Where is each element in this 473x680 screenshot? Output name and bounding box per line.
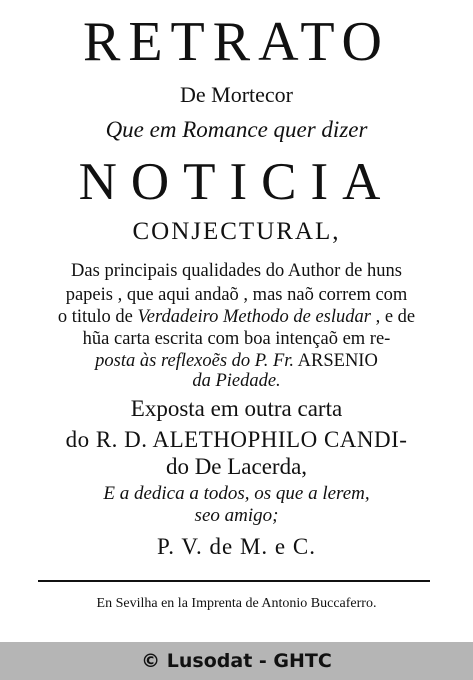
- description-line-6: da Piedade.: [192, 371, 281, 391]
- description-line-4: hũa carta escrita com boa intençaõ em re-: [82, 329, 391, 349]
- document-sub-title: CONJECTURAL,: [132, 218, 341, 245]
- horizontal-rule: [38, 580, 430, 582]
- description-line-5-suffix: ARSENIO: [294, 351, 378, 371]
- imprint-line: En Sevilha en la Imprenta de Antonio Buccaferro.: [96, 596, 377, 611]
- description-line-5-prefix: posta às: [95, 351, 161, 371]
- book-title-italic: Verdadeiro Methodo de esludar: [137, 307, 371, 327]
- author-line-1: do R. D. ALETHOPHILO CANDI-: [65, 427, 408, 452]
- description-line-3-suffix: , e de: [370, 307, 416, 327]
- document-main-title: NOTICIA: [78, 153, 395, 211]
- description-line-5: [0, 352, 473, 371]
- dedication-line-1: E a dedica a todos, os que a lerem,: [103, 483, 370, 504]
- description-line-3: [0, 308, 473, 327]
- document-subtitle: De Mortecor: [179, 82, 293, 107]
- description-line-1: Das principais qualidades do Author de huns: [71, 261, 402, 281]
- copyright-footer: © Lusodat - GHTC: [0, 642, 473, 680]
- author-initials: P. V. de M. e C.: [157, 534, 316, 559]
- exposta-line: Exposta em outra carta: [130, 396, 343, 421]
- dedication-line-2: seo amigo;: [194, 505, 279, 526]
- romance-line: Que em Romance quer dizer: [105, 117, 368, 142]
- document-title: RETRATO: [83, 11, 390, 73]
- description-line-2: papeis , que aqui andaõ , mas naõ correm com: [65, 285, 408, 305]
- author-line-2: do De Lacerda,: [165, 454, 308, 479]
- description-line-5-italic: reflexoẽs do P. Fr.: [160, 351, 295, 371]
- description-line-3-prefix: o titulo de: [57, 307, 138, 327]
